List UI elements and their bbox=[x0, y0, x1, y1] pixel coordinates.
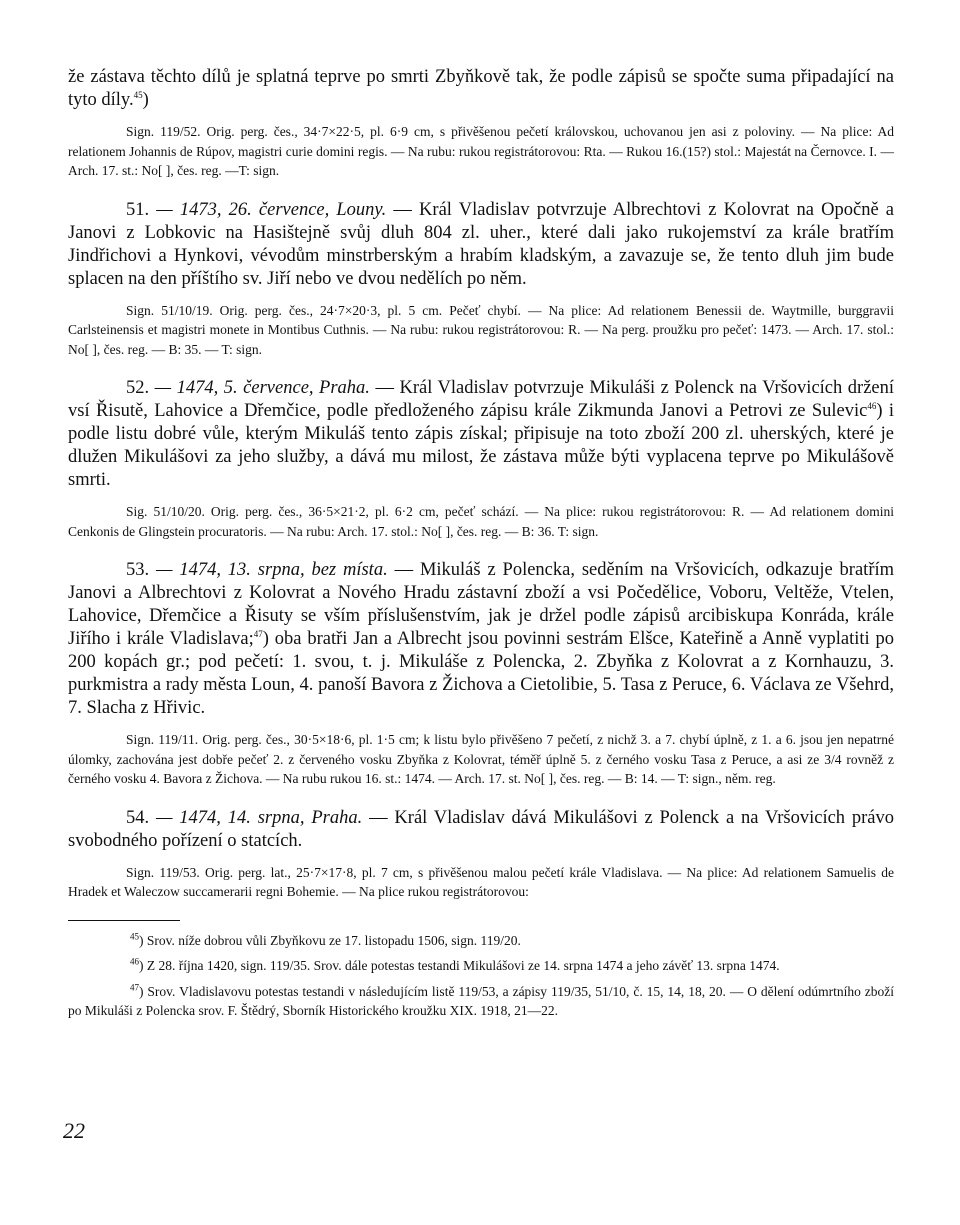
register-note: Sign. 119/52. Orig. perg. čes., 34·7×22·5, pl. 6·9 cm, s přivěšenou pečetí královskou, uchovanou jen asi z poloviny. — Na plice: Ad relationem Johannis de Rúpov, magistri curie domini regis. — Na rubu: rukou registrátorovou: Rta. — Rukou 16.(15?) stol.: Majestát na Černovce. I. — Arch. 17. st.: No[ ], čes. reg. —T: sign. bbox=[68, 124, 894, 178]
entry-text: 54. — 1474, 14. srpna, Praha. — Král Vladislav dává Mikulášovi z Polenck a na Vršovicích právo svobodného pořízení o statcích. bbox=[68, 807, 895, 851]
page-number: 22 bbox=[63, 1118, 85, 1143]
register-note: Sign. 51/10/19. Orig. perg. čes., 24·7×20·3, pl. 5 cm. Pečeť chybí. — Na plice: Ad relationem Benessii de. Waytmille, burggravii Carlsteinensis et magistri monete in Montibus Cuthnis. — Na rubu: rukou registrátorovou: R. — Na perg. proužku pro pečeť: 1473. — Arch. 17. stol.: No[ ], čes. reg. — B: 35. — T: sign. bbox=[68, 302, 894, 357]
entry-date: — 1473, 26. července, Louny. bbox=[156, 199, 387, 220]
footnote-46: $^{46}$) Z 28. října 1420, sign. 119/35. Srov. dále potestas testandi Mikulášovi ze 14. srpna 1474 a jeho závěť 13. srpna 1474. bbox=[130, 956, 780, 973]
footnote-number: 47 bbox=[130, 982, 139, 992]
entry-text: 53. — 1474, 13. srpna, bez místa. — Mikuláš z Polencka, seděním na Vršovicích, odkazuje bratřím Janovi a Albrechtovi z Kolovrat a Nového Hradu zástavní zboží a vsi Počedělice, Voboru, Veltěže, Vtelen, Lahovice, Dřemčice a Řisuty se vším příslušenstvím, jak je držel podle zápisů arcibiskupa Konráda, krále Jiřího i krále Vladislava;$^{47}$) oba bratři Jan a Albrecht jsou povinni sestrám Elšce, Kateřině a Anně vyplatiti po 200 kopách gr.; pod pečetí: 1. svou, t. j. Mikuláše z Polencka, 2. Zbyňka z Kolovrat a z Kornhauzu, 3. purkmistra a rady města Loun, 4. panoší Bavora z Žichova a Cietolibie, 5. Tasa z Peruce, 6. Václava ze Všehrd, 7. Slacha z Hřivic. bbox=[68, 560, 895, 718]
footnote-ref: 45 bbox=[133, 89, 143, 100]
entry-51 bbox=[68, 199, 894, 360]
entry-number: 51. bbox=[126, 199, 150, 220]
entry-54 bbox=[68, 807, 894, 902]
entry-number: 52. bbox=[126, 378, 150, 398]
footnote-47: $^{47}$) Srov. Vladislavovu potestas testandi v následujícím listě 119/53, a zápisy 119/35, 51/10, č. 15, 14, 18, 20. — O dělení odúmrtního zboží po Mikuláši z Polencka srov. F. Štědrý, Sborník Historického kroužku XIX. 1918, 21—22. bbox=[68, 982, 894, 1018]
page-body bbox=[68, 66, 894, 1027]
register-note: Sig. 51/10/20. Orig. perg. čes., 36·5×21·2, pl. 6·2 cm, pečeť schází. — Na plice: rukou registrátorovou: R. — Ad relationem domini Cenkonis de Glingstein procuratoris. — Na rubu: Arch. 17. stol.: No[ ], čes. reg. — B: 36. T: sign. bbox=[68, 504, 894, 539]
entry-53 bbox=[68, 559, 894, 789]
entry-text: 51. — 1473, 26. července, Louny. — Král Vladislav potvrzuje Albrechtovi z Kolovrat na Opočně a Janovi z Lobkovic na Hasištejně svůj dluh 804 zl. uher., které dali jako rukojemství za krále bratřím Jindřichovi a Hynkovi, vévodům minstrberským a hrabím kladským, a zavazuje se, že tento dluh jim bude splacen na den příštího sv. Jiří nebo ve dvou nedělích po něm. bbox=[68, 199, 895, 289]
footnote-45: $^{45}$) Srov. níže dobrou vůli Zbyňkovu ze 17. listopadu 1506, sign. 119/20. bbox=[130, 931, 521, 948]
footnote-number: 45 bbox=[130, 931, 139, 941]
footnotes bbox=[68, 931, 894, 1021]
entry-number: 54. bbox=[126, 807, 150, 828]
register-note: Sign. 119/53. Orig. perg. lat., 25·7×17·8, pl. 7 cm, s přivěšenou malou pečetí krále Vladislava. — Na plice: Ad relationem Samuelis de Hradek et Waleczow succamerarii regni Bohemie. — Na plice rukou registrátorovou: bbox=[68, 864, 894, 899]
entry-date: — 1474, 13. srpna, bez místa. bbox=[156, 560, 388, 580]
register-note: Sign. 119/11. Orig. perg. čes., 30·5×18·6, pl. 1·5 cm; k listu bylo přivěšeno 7 pečetí, z nichž 3. a 7. chybí úplně, z 1. a 6. jsou jen nepatrné úlomky, zachována jest dobře pečeť 2. z červeného vosku Zbyňka z Kolovrat, téměř úplně 5. z černého vosku Tasa z Peruce, a asi ze 3/4 rovněž z černého vosku 4. Bavora z Žichova. — Na rubu rukou 16. st.: 1474. — Arch. 17. st. No[ ], čes. reg. — B: 14. — T: sign., něm. reg. bbox=[68, 732, 894, 786]
footnote-divider bbox=[68, 920, 180, 921]
footnote-ref: 46 bbox=[867, 400, 877, 411]
entry-number: 53. bbox=[126, 560, 150, 580]
footnote-number: 46 bbox=[130, 956, 139, 967]
entry-52 bbox=[68, 377, 894, 541]
continuation-paragraph: že zástava těchto dílů je splatná teprve po smrti Zbyňkově tak, že podle zápisů se spočte suma připadající na tyto díly.$^{45}$) bbox=[68, 67, 894, 110]
footnote-ref: 47 bbox=[253, 628, 263, 639]
entry-date: — 1474, 14. srpna, Praha. bbox=[155, 807, 363, 828]
entry-text: 52. — 1474, 5. července, Praha. — Král Vladislav potvrzuje Mikuláši z Polenck na Vršovicích držení vsí Řisutě, Lahovice a Dřemčice, podle předloženého zápisu krále Zikmunda Janovi a Petrovi ze Sulevic$^{46}$) i podle listu dobré vůle, kterým Mikuláš tento zápis získal; připisuje na toto zboží 200 zl. uherských, které je dlužen Mikulášovi za jeho služby, a dává mu milost, že zástava může býti vyplacena teprve po Mikulášově smrti. bbox=[68, 378, 895, 490]
entry-date: — 1474, 5. července, Praha. bbox=[154, 378, 370, 398]
